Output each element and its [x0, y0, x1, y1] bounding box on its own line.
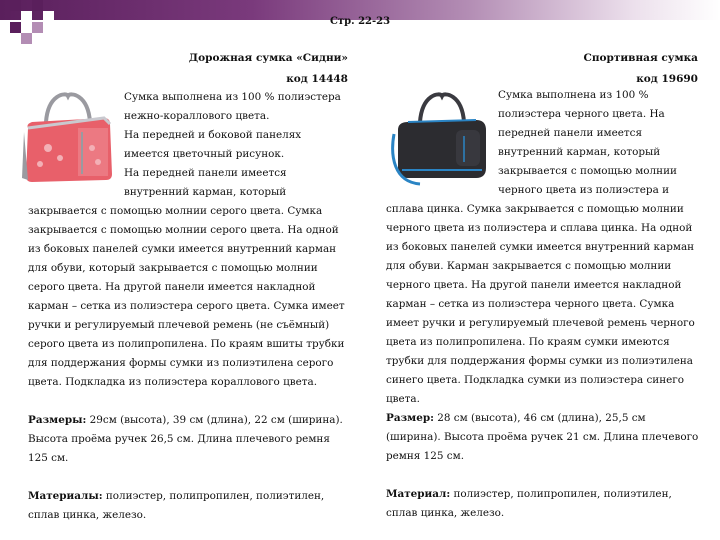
- size-label: Размер:: [386, 412, 434, 424]
- right-description-body: [386, 200, 698, 523]
- right-product-title: Спортивная сумка: [583, 52, 698, 64]
- text-line: цвета.: [386, 393, 420, 405]
- text-line: серого цвета. На другой панели имеется накладной: [28, 281, 316, 293]
- text-line: из боковых панелей сумки имеется внутренний карман: [28, 243, 337, 255]
- text-line: серого цвета из полипропилена. По краям вшиты трубки: [28, 338, 345, 350]
- text-line: для обуви. Карман закрывается с помощью молнии: [386, 260, 672, 272]
- text-line: синего цвета. Подкладка сумки из полиэстера синего: [386, 374, 684, 386]
- material-value: полиэстер, полипропилен, полиэтилен,: [450, 488, 672, 500]
- material-label: Материалы:: [28, 490, 103, 502]
- size-line: [386, 409, 698, 428]
- material-line: [28, 487, 345, 506]
- text-line: цвета. Подкладка из полиэстера кораллового цвета.: [28, 376, 317, 388]
- text-line: цвета из полипропилена. По краям сумки имеются: [386, 336, 670, 348]
- text-line: карман – сетка из полиэстера черного цвета. Сумка: [386, 298, 675, 310]
- text-line: ремня 125 см.: [386, 450, 465, 462]
- text-line: Сумка выполнена из 100 %: [498, 89, 649, 101]
- spacer: [28, 392, 345, 411]
- right-description-top: [498, 86, 677, 200]
- black-sport-bag-icon: [390, 86, 494, 190]
- text-line: На передней панели имеется: [124, 167, 287, 179]
- spacer: [386, 466, 698, 485]
- page-reference: Стр. 22-23: [329, 16, 391, 27]
- text-line: трубки для поддержания формы сумки из полиэтилена: [386, 355, 693, 367]
- text-line: из боковых панелей сумки имеется внутренний карман: [386, 241, 695, 253]
- text-line: (ширина). Высота проёма ручек 21 см. Длина плечевого: [386, 431, 699, 443]
- size-value: 28 см (высота), 46 см (длина), 25,5 см: [433, 412, 646, 424]
- text-line: закрывается с помощью молнии серого цвета. Сумка: [28, 205, 323, 217]
- text-line: ручки и регулируемый плечевой ремень (не съёмный): [28, 319, 330, 331]
- size-value: 29см (высота), 39 см (длина), 22 см (ширина).: [86, 414, 343, 426]
- text-line: черного цвета из полиэстера и сплава цинка. На одной: [386, 222, 693, 234]
- text-line: черного цвета. На другой панели имеется накладной: [386, 279, 682, 291]
- text-line: для поддержания формы сумки из полиэтилена серого: [28, 357, 334, 369]
- text-line: внутренний карман, который: [498, 146, 661, 158]
- size-line: [28, 411, 345, 430]
- text-line: внутренний карман, который: [124, 186, 287, 198]
- text-line: сплав цинка, железо.: [386, 507, 505, 519]
- text-line: нежно-кораллового цвета.: [124, 110, 270, 122]
- text-line: закрывается с помощью молнии: [498, 165, 677, 177]
- text-line: 125 см.: [28, 452, 69, 464]
- spacer: [28, 468, 345, 487]
- text-line: На передней и боковой панелях: [124, 129, 302, 141]
- text-line: карман – сетка из полиэстера серого цвета. Сумка имеет: [28, 300, 345, 312]
- text-line: полиэстера черного цвета. На: [498, 108, 665, 120]
- text-line: закрывается с помощью молнии серого цвета. На одной: [28, 224, 339, 236]
- size-label: Размеры:: [28, 414, 87, 426]
- pink-travel-bag-icon: [18, 88, 118, 188]
- text-line: для обуви, который закрывается с помощью молнии: [28, 262, 318, 274]
- text-line: Сумка выполнена из 100 % полиэстера: [124, 91, 341, 103]
- material-label: Материал:: [386, 488, 451, 500]
- left-product-title: Дорожная сумка «Сидни»: [188, 52, 348, 64]
- left-description-body: [28, 202, 345, 525]
- material-line: [386, 485, 698, 504]
- text-line: сплава цинка. Сумка закрывается с помощью молнии: [386, 203, 684, 215]
- text-line: сплав цинка, железо.: [28, 509, 147, 521]
- right-product-code: код 19690: [636, 73, 698, 85]
- material-value: полиэстер, полипропилен, полиэтилен,: [102, 490, 325, 502]
- left-product-code: код 14448: [286, 73, 348, 85]
- text-line: имеется цветочный рисунок.: [124, 148, 285, 160]
- text-line: Высота проёма ручек 26,5 см. Длина плечевого ремня: [28, 433, 330, 445]
- left-description-top: [124, 88, 341, 202]
- text-line: черного цвета из полиэстера и: [498, 184, 669, 196]
- text-line: передней панели имеется: [498, 127, 643, 139]
- text-line: имеет ручки и регулируемый плечевой ремень черного: [386, 317, 695, 329]
